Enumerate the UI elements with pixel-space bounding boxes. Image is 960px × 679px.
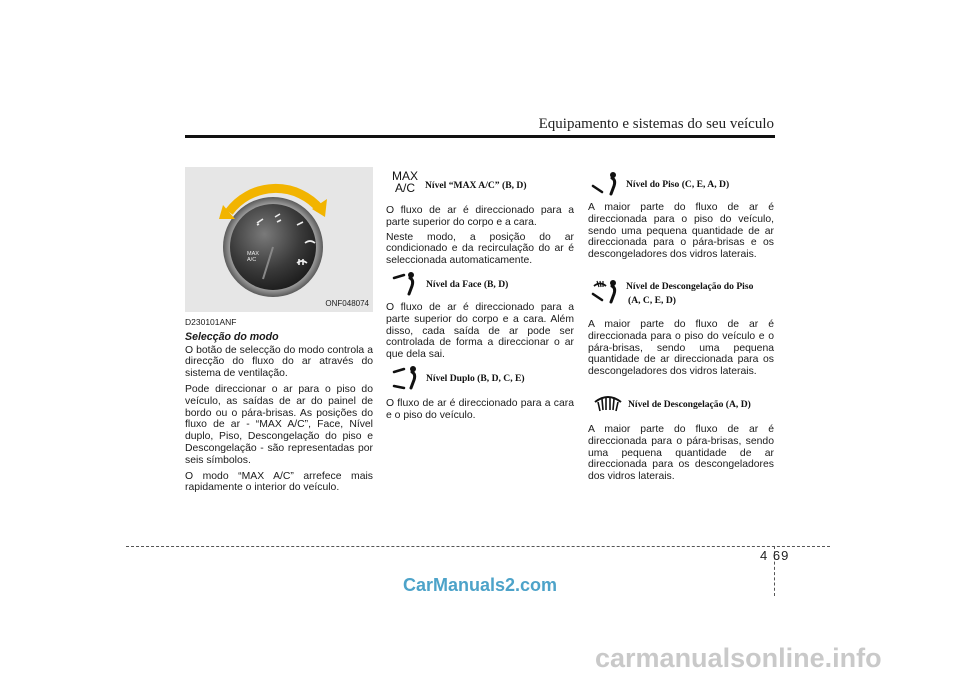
section-paragraph: O modo “MAX A/C” arrefece mais rapidamente o interior do veículo. [185,470,373,494]
watermark-bottom: carmanualsonline.info [595,643,882,673]
floor-mode-title: Nível do Piso (C, E, A, D) [626,178,730,190]
face-vent-icon [390,270,422,298]
bilevel-mode-heading [390,364,525,392]
mode-knob-figure [185,167,373,312]
maxac-mode-heading [388,170,527,194]
footer-rule [126,546,830,547]
floordefrost-mode-title: Nível de Descongelação do Piso [626,281,754,292]
bilevel-mode-text: O fluxo de ar é direccionado para a cara e o piso do veículo. [386,398,574,421]
mode-knob-illustration [185,167,373,312]
face-mode-title: Nível da Face (B, D) [426,278,509,290]
bilevel-vent-icon [390,364,422,392]
chapter-title: Equipamento e sistemas do seu veículo [538,116,774,132]
floordefrost-vent-icon [590,278,622,306]
knob-ac-label: A/C [247,257,257,263]
watermark-top: CarManuals2.com [403,575,558,595]
face-mode-text: O fluxo de ar é direccionado para a parte superior do corpo e a cara. Além disso, cada saída de ar pode ser controlada de forma a direccionar o ar que dela sai. [386,302,574,361]
page-number: 4 69 [760,548,790,563]
section-code: D230101ANF [185,317,237,327]
defrost-mode-text: A maior parte do fluxo de ar é direccionada para o pára-brisas, sendo uma pequena quantidade de ar direccionada para os descongeladores dos vidros laterais. [588,424,774,483]
maxac-mode-paragraph: O fluxo de ar é direccionado para a parte superior do corpo e a cara. [386,205,574,228]
defrost-icon [592,390,624,418]
defrost-mode-title: Nível de Descongelação (A, D) [628,398,751,410]
section-title: Selecção do modo [185,330,279,343]
knob-max-label: MAX [247,251,259,257]
maxac-mode-title: Nível “MAX A/C” (B, D) [425,179,527,191]
face-mode-heading [390,270,508,298]
figure-code: ONF048074 [325,299,369,308]
maxac-mode-paragraph: Neste modo, a posição do ar condicionado e da recirculação do ar é seleccionada automaticamente. [386,231,574,267]
maxac-icon-line1: MAX [391,169,418,183]
floordefrost-mode-text: A maior parte do fluxo de ar é direccionada para o piso do veículo e o pára-brisas, sendo uma pequena quantidade de ar direccionada para os descongeladores dos vidros laterais. [588,319,774,378]
floordefrost-mode-heading [590,278,753,306]
floordefrost-mode-subtitle: (A, C, E, D) [628,295,676,306]
floor-vent-icon [590,170,622,198]
floor-mode-text: A maior parte do fluxo de ar é direccionada para o piso do veículo, sendo uma pequena quantidade de ar direccionada para o pára-brisas e os descongeladores dos vidros laterais. [588,202,774,261]
section-mode-selection [185,317,373,498]
header-rule [185,135,775,138]
defrost-mode-heading [592,390,751,418]
maxac-mode-text [386,205,574,270]
maxac-icon-line2: A/C [394,181,415,195]
section-paragraph: O botão de selecção do modo controla a direcção do fluxo do ar através do sistema de ventilação. [185,344,373,380]
floor-mode-heading [590,170,729,198]
bilevel-mode-title: Nível Duplo (B, D, C, E) [426,372,525,384]
maxac-icon [388,170,422,194]
floordefrost-title-block [626,281,753,306]
section-paragraph: Pode direccionar o ar para o piso do veículo, as saídas de ar do painel de bordo ou o pára-brisas. As posições do fluxo de ar - “MAX A/C”, Face, Nível duplo, Piso, Descongelação do piso e Descongelação - são representadas por seis símbolos. [185,383,373,466]
